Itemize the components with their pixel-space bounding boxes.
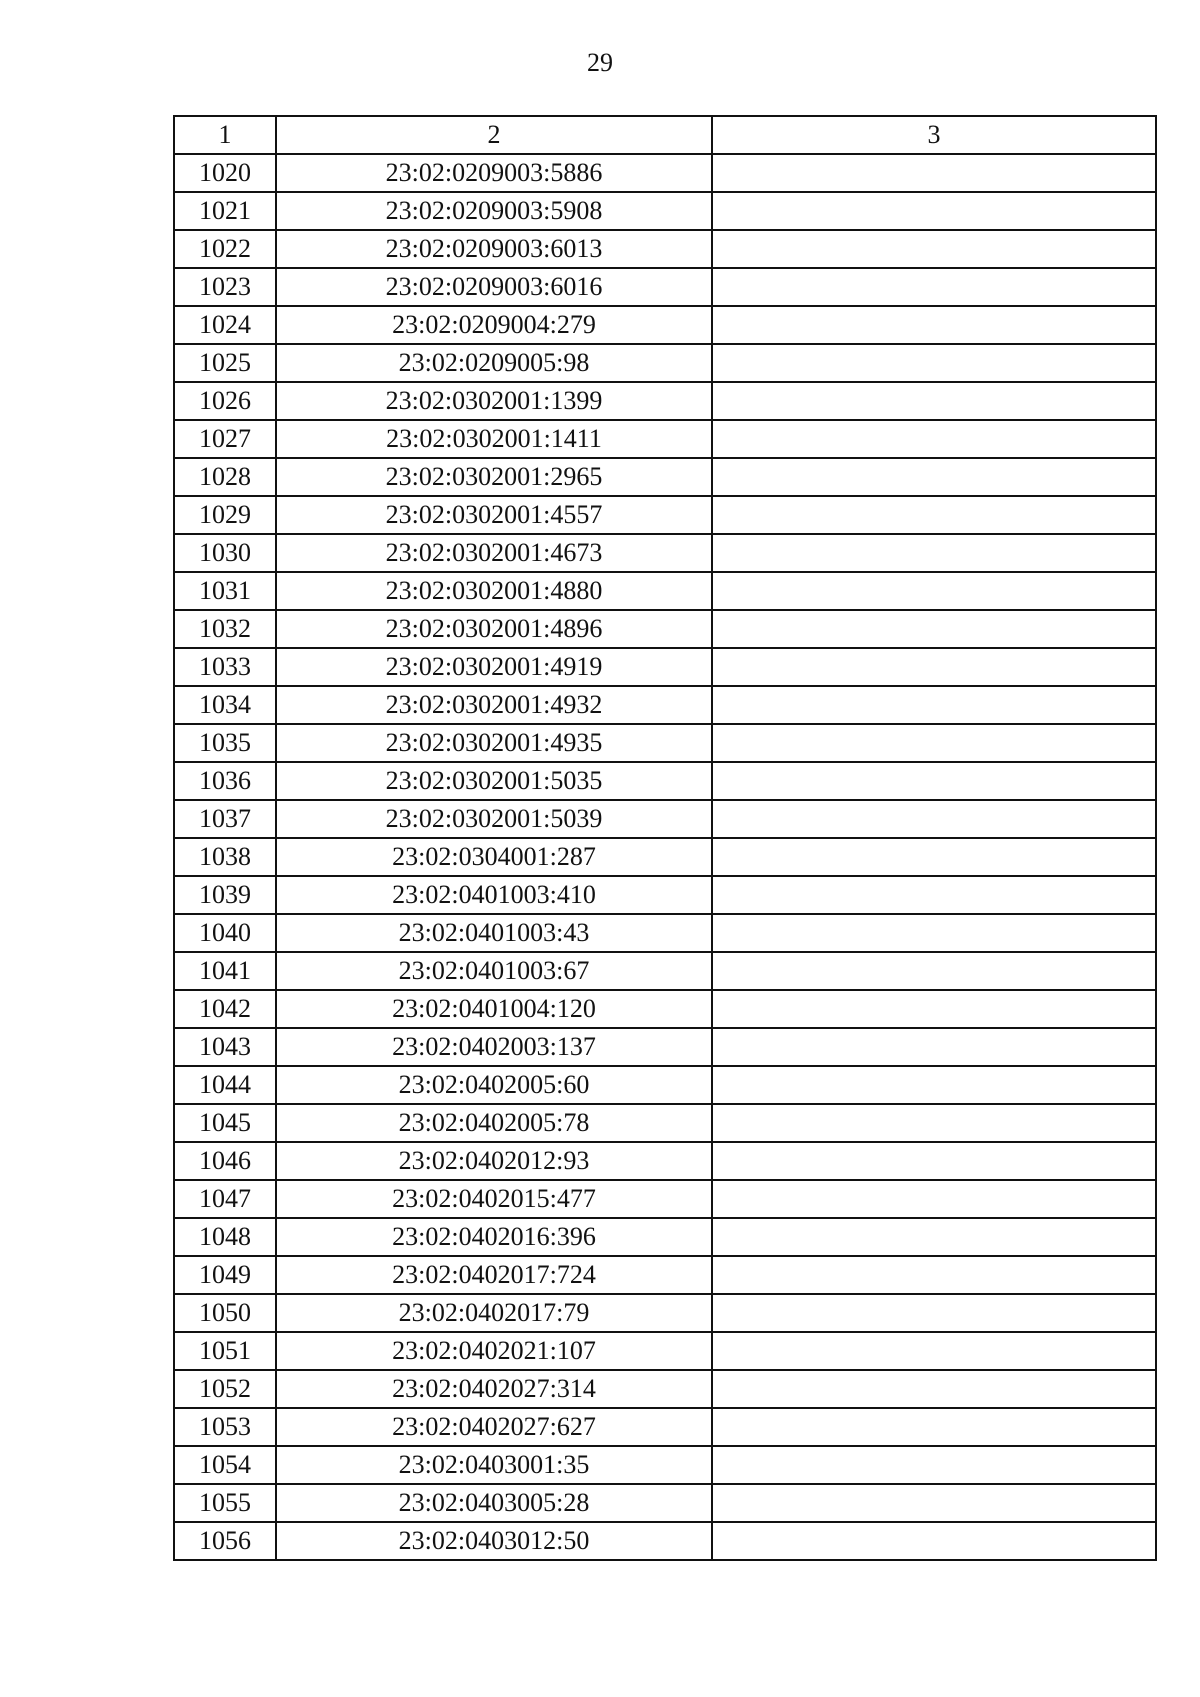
table-row bbox=[174, 230, 1156, 268]
table-row bbox=[174, 344, 1156, 382]
cadastral-number-cell: 23:02:0209004:279 bbox=[276, 306, 712, 344]
table-row bbox=[174, 838, 1156, 876]
column-header-2: 2 bbox=[276, 116, 712, 154]
table-row bbox=[174, 648, 1156, 686]
note-cell bbox=[712, 1104, 1156, 1142]
note-cell bbox=[712, 648, 1156, 686]
table-row bbox=[174, 990, 1156, 1028]
table-row bbox=[174, 724, 1156, 762]
note-cell bbox=[712, 458, 1156, 496]
cadastral-number-cell: 23:02:0402003:137 bbox=[276, 1028, 712, 1066]
cadastral-number-cell: 23:02:0302001:4673 bbox=[276, 534, 712, 572]
note-cell bbox=[712, 1332, 1156, 1370]
row-number-cell: 1036 bbox=[174, 762, 276, 800]
data-table bbox=[173, 115, 1157, 1561]
row-number-cell: 1055 bbox=[174, 1484, 276, 1522]
cadastral-number-cell: 23:02:0302001:5035 bbox=[276, 762, 712, 800]
note-cell bbox=[712, 1370, 1156, 1408]
row-number-cell: 1050 bbox=[174, 1294, 276, 1332]
row-number-cell: 1025 bbox=[174, 344, 276, 382]
note-cell bbox=[712, 800, 1156, 838]
cadastral-number-cell: 23:02:0304001:287 bbox=[276, 838, 712, 876]
note-cell bbox=[712, 1408, 1156, 1446]
note-cell bbox=[712, 1180, 1156, 1218]
cadastral-number-cell: 23:02:0401004:120 bbox=[276, 990, 712, 1028]
table-row bbox=[174, 268, 1156, 306]
cadastral-number-cell: 23:02:0402017:79 bbox=[276, 1294, 712, 1332]
cadastral-number-cell: 23:02:0402016:396 bbox=[276, 1218, 712, 1256]
row-number-cell: 1039 bbox=[174, 876, 276, 914]
note-cell bbox=[712, 192, 1156, 230]
table-row bbox=[174, 686, 1156, 724]
row-number-cell: 1052 bbox=[174, 1370, 276, 1408]
table-row bbox=[174, 1104, 1156, 1142]
note-cell bbox=[712, 1484, 1156, 1522]
row-number-cell: 1023 bbox=[174, 268, 276, 306]
cadastral-number-cell: 23:02:0402017:724 bbox=[276, 1256, 712, 1294]
cadastral-number-cell: 23:02:0209005:98 bbox=[276, 344, 712, 382]
table-row bbox=[174, 306, 1156, 344]
row-number-cell: 1043 bbox=[174, 1028, 276, 1066]
note-cell bbox=[712, 1218, 1156, 1256]
note-cell bbox=[712, 572, 1156, 610]
table-row bbox=[174, 1332, 1156, 1370]
row-number-cell: 1029 bbox=[174, 496, 276, 534]
table-row bbox=[174, 876, 1156, 914]
cadastral-number-cell: 23:02:0402027:627 bbox=[276, 1408, 712, 1446]
column-header-3: 3 bbox=[712, 116, 1156, 154]
cadastral-number-cell: 23:02:0302001:4896 bbox=[276, 610, 712, 648]
row-number-cell: 1020 bbox=[174, 154, 276, 192]
note-cell bbox=[712, 838, 1156, 876]
row-number-cell: 1026 bbox=[174, 382, 276, 420]
row-number-cell: 1031 bbox=[174, 572, 276, 610]
table-row bbox=[174, 420, 1156, 458]
cadastral-number-cell: 23:02:0209003:5908 bbox=[276, 192, 712, 230]
cadastral-number-cell: 23:02:0401003:410 bbox=[276, 876, 712, 914]
row-number-cell: 1024 bbox=[174, 306, 276, 344]
note-cell bbox=[712, 914, 1156, 952]
table-row bbox=[174, 1218, 1156, 1256]
cadastral-number-cell: 23:02:0209003:6016 bbox=[276, 268, 712, 306]
note-cell bbox=[712, 610, 1156, 648]
cadastral-number-cell: 23:02:0402021:107 bbox=[276, 1332, 712, 1370]
row-number-cell: 1040 bbox=[174, 914, 276, 952]
column-header-1: 1 bbox=[174, 116, 276, 154]
table-row bbox=[174, 534, 1156, 572]
note-cell bbox=[712, 1142, 1156, 1180]
note-cell bbox=[712, 306, 1156, 344]
table-header-row bbox=[174, 116, 1156, 154]
cadastral-number-cell: 23:02:0302001:2965 bbox=[276, 458, 712, 496]
table-row bbox=[174, 610, 1156, 648]
table-row bbox=[174, 382, 1156, 420]
cadastral-number-cell: 23:02:0403001:35 bbox=[276, 1446, 712, 1484]
note-cell bbox=[712, 1256, 1156, 1294]
row-number-cell: 1045 bbox=[174, 1104, 276, 1142]
cadastral-number-cell: 23:02:0401003:67 bbox=[276, 952, 712, 990]
note-cell bbox=[712, 990, 1156, 1028]
note-cell bbox=[712, 1446, 1156, 1484]
note-cell bbox=[712, 534, 1156, 572]
cadastral-number-cell: 23:02:0403005:28 bbox=[276, 1484, 712, 1522]
cadastral-number-cell: 23:02:0209003:6013 bbox=[276, 230, 712, 268]
cadastral-number-cell: 23:02:0402005:78 bbox=[276, 1104, 712, 1142]
row-number-cell: 1054 bbox=[174, 1446, 276, 1484]
row-number-cell: 1041 bbox=[174, 952, 276, 990]
note-cell bbox=[712, 952, 1156, 990]
table-row bbox=[174, 1066, 1156, 1104]
note-cell bbox=[712, 496, 1156, 534]
row-number-cell: 1048 bbox=[174, 1218, 276, 1256]
note-cell bbox=[712, 876, 1156, 914]
row-number-cell: 1027 bbox=[174, 420, 276, 458]
table-row bbox=[174, 458, 1156, 496]
cadastral-number-cell: 23:02:0209003:5886 bbox=[276, 154, 712, 192]
cadastral-number-cell: 23:02:0302001:4919 bbox=[276, 648, 712, 686]
page-number: 29 bbox=[587, 48, 613, 77]
table-row bbox=[174, 192, 1156, 230]
table-row bbox=[174, 1256, 1156, 1294]
table-row bbox=[174, 496, 1156, 534]
note-cell bbox=[712, 382, 1156, 420]
table-row bbox=[174, 1028, 1156, 1066]
row-number-cell: 1030 bbox=[174, 534, 276, 572]
note-cell bbox=[712, 344, 1156, 382]
table-body bbox=[174, 154, 1156, 1560]
table-row bbox=[174, 154, 1156, 192]
row-number-cell: 1038 bbox=[174, 838, 276, 876]
cadastral-number-cell: 23:02:0401003:43 bbox=[276, 914, 712, 952]
note-cell bbox=[712, 1294, 1156, 1332]
row-number-cell: 1047 bbox=[174, 1180, 276, 1218]
row-number-cell: 1049 bbox=[174, 1256, 276, 1294]
row-number-cell: 1028 bbox=[174, 458, 276, 496]
row-number-cell: 1021 bbox=[174, 192, 276, 230]
note-cell bbox=[712, 154, 1156, 192]
note-cell bbox=[712, 1028, 1156, 1066]
row-number-cell: 1022 bbox=[174, 230, 276, 268]
cadastral-number-cell: 23:02:0302001:5039 bbox=[276, 800, 712, 838]
note-cell bbox=[712, 724, 1156, 762]
table-row bbox=[174, 1180, 1156, 1218]
table-row bbox=[174, 762, 1156, 800]
table-row bbox=[174, 1446, 1156, 1484]
cadastral-number-cell: 23:02:0302001:4935 bbox=[276, 724, 712, 762]
row-number-cell: 1056 bbox=[174, 1522, 276, 1560]
note-cell bbox=[712, 230, 1156, 268]
row-number-cell: 1033 bbox=[174, 648, 276, 686]
row-number-cell: 1034 bbox=[174, 686, 276, 724]
row-number-cell: 1032 bbox=[174, 610, 276, 648]
row-number-cell: 1051 bbox=[174, 1332, 276, 1370]
table-row bbox=[174, 800, 1156, 838]
table-row bbox=[174, 952, 1156, 990]
table-row bbox=[174, 1294, 1156, 1332]
cadastral-number-cell: 23:02:0302001:4880 bbox=[276, 572, 712, 610]
note-cell bbox=[712, 1522, 1156, 1560]
row-number-cell: 1053 bbox=[174, 1408, 276, 1446]
row-number-cell: 1035 bbox=[174, 724, 276, 762]
table-row bbox=[174, 1408, 1156, 1446]
table-row bbox=[174, 1370, 1156, 1408]
cadastral-number-cell: 23:02:0403012:50 bbox=[276, 1522, 712, 1560]
note-cell bbox=[712, 268, 1156, 306]
row-number-cell: 1042 bbox=[174, 990, 276, 1028]
cadastral-number-cell: 23:02:0302001:4557 bbox=[276, 496, 712, 534]
note-cell bbox=[712, 686, 1156, 724]
row-number-cell: 1046 bbox=[174, 1142, 276, 1180]
note-cell bbox=[712, 420, 1156, 458]
cadastral-number-cell: 23:02:0402005:60 bbox=[276, 1066, 712, 1104]
cadastral-number-cell: 23:02:0402015:477 bbox=[276, 1180, 712, 1218]
table-row bbox=[174, 572, 1156, 610]
note-cell bbox=[712, 1066, 1156, 1104]
cadastral-number-cell: 23:02:0402027:314 bbox=[276, 1370, 712, 1408]
table-row bbox=[174, 914, 1156, 952]
table-row bbox=[174, 1484, 1156, 1522]
note-cell bbox=[712, 762, 1156, 800]
row-number-cell: 1037 bbox=[174, 800, 276, 838]
cadastral-number-cell: 23:02:0302001:1399 bbox=[276, 382, 712, 420]
cadastral-number-cell: 23:02:0402012:93 bbox=[276, 1142, 712, 1180]
row-number-cell: 1044 bbox=[174, 1066, 276, 1104]
table-row bbox=[174, 1142, 1156, 1180]
cadastral-number-cell: 23:02:0302001:4932 bbox=[276, 686, 712, 724]
cadastral-number-cell: 23:02:0302001:1411 bbox=[276, 420, 712, 458]
table-row bbox=[174, 1522, 1156, 1560]
